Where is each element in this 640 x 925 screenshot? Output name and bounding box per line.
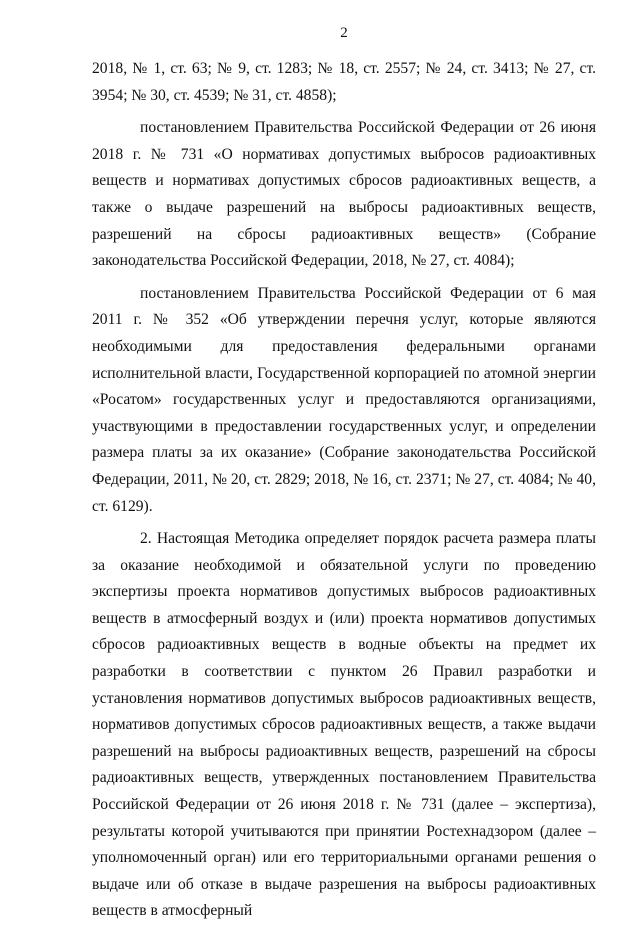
paragraph-item-2: 2. Настоящая Методика определяет порядок расчета размера платы за оказание необходимой и обязательной услуги по проведению экспертизы проекта нормативов допустимых выбросов радиоактивных веществ в атмосферный воздух и (или) проекта нормативов допустимых сбросов радиоактивных веществ в водные объекты на предмет их разработки в соответствии с пунктом 26 Правил разработки и установления нормативов допустимых выбросов радиоактивных веществ, нормативов допустимых сбросов радиоактивных веществ, а также выдачи разрешений на выбросы радиоактивных веществ, разрешений на сбросы радиоактивных веществ, утвержденных постановлением Правительства Российской Федерации от 26 июня 2018 г. № 731 (далее – экспертиза), результаты которой учитываются при принятии Ростехнадзором (далее – уполномоченный орган) или его территориальными органами решения о выдаче или об отказе в выдаче разрешения на выбросы радиоактивных веществ в атмосферный bbox=[92, 530, 596, 920]
paragraph-decree-352: постановлением Правительства Российской Федерации от 6 мая 2011 г. № 352 «Об утверждении перечня услуг, которые являются необходимыми для предоставления федеральными органами исполнительной власти, Государственной корпорацией по атомной энергии «Росатом» государственных услуг и предоставляются организациями, участвующими в предоставлении государственных услуг, и определении размера платы за их оказание» (Собрание законодательства Российской Федерации, 2011, № 20, ст. 2829; 2018, № 16, ст. 2371; № 27, ст. 4084; № 40, ст. 6129). bbox=[92, 284, 596, 515]
paragraph-continuation: 2018, № 1, ст. 63; № 9, ст. 1283; № 18, ст. 2557; № 24, ст. 3413; № 27, ст. 3954; № 30, ст. 4539; № 31, ст. 4858); bbox=[92, 60, 596, 104]
page-number: 2 bbox=[340, 25, 348, 41]
paragraph-decree-731: постановлением Правительства Российской Федерации от 26 июня 2018 г. № 731 «О нормативах допустимых выбросов радиоактивных веществ и нормативах допустимых сбросов радиоактивных веществ, а также о выдаче разрешений на выбросы радиоактивных веществ, разрешений на сбросы радиоактивных веществ» (Собрание законодательства Российской Федерации, 2018, № 27, ст. 4084); bbox=[92, 119, 596, 270]
